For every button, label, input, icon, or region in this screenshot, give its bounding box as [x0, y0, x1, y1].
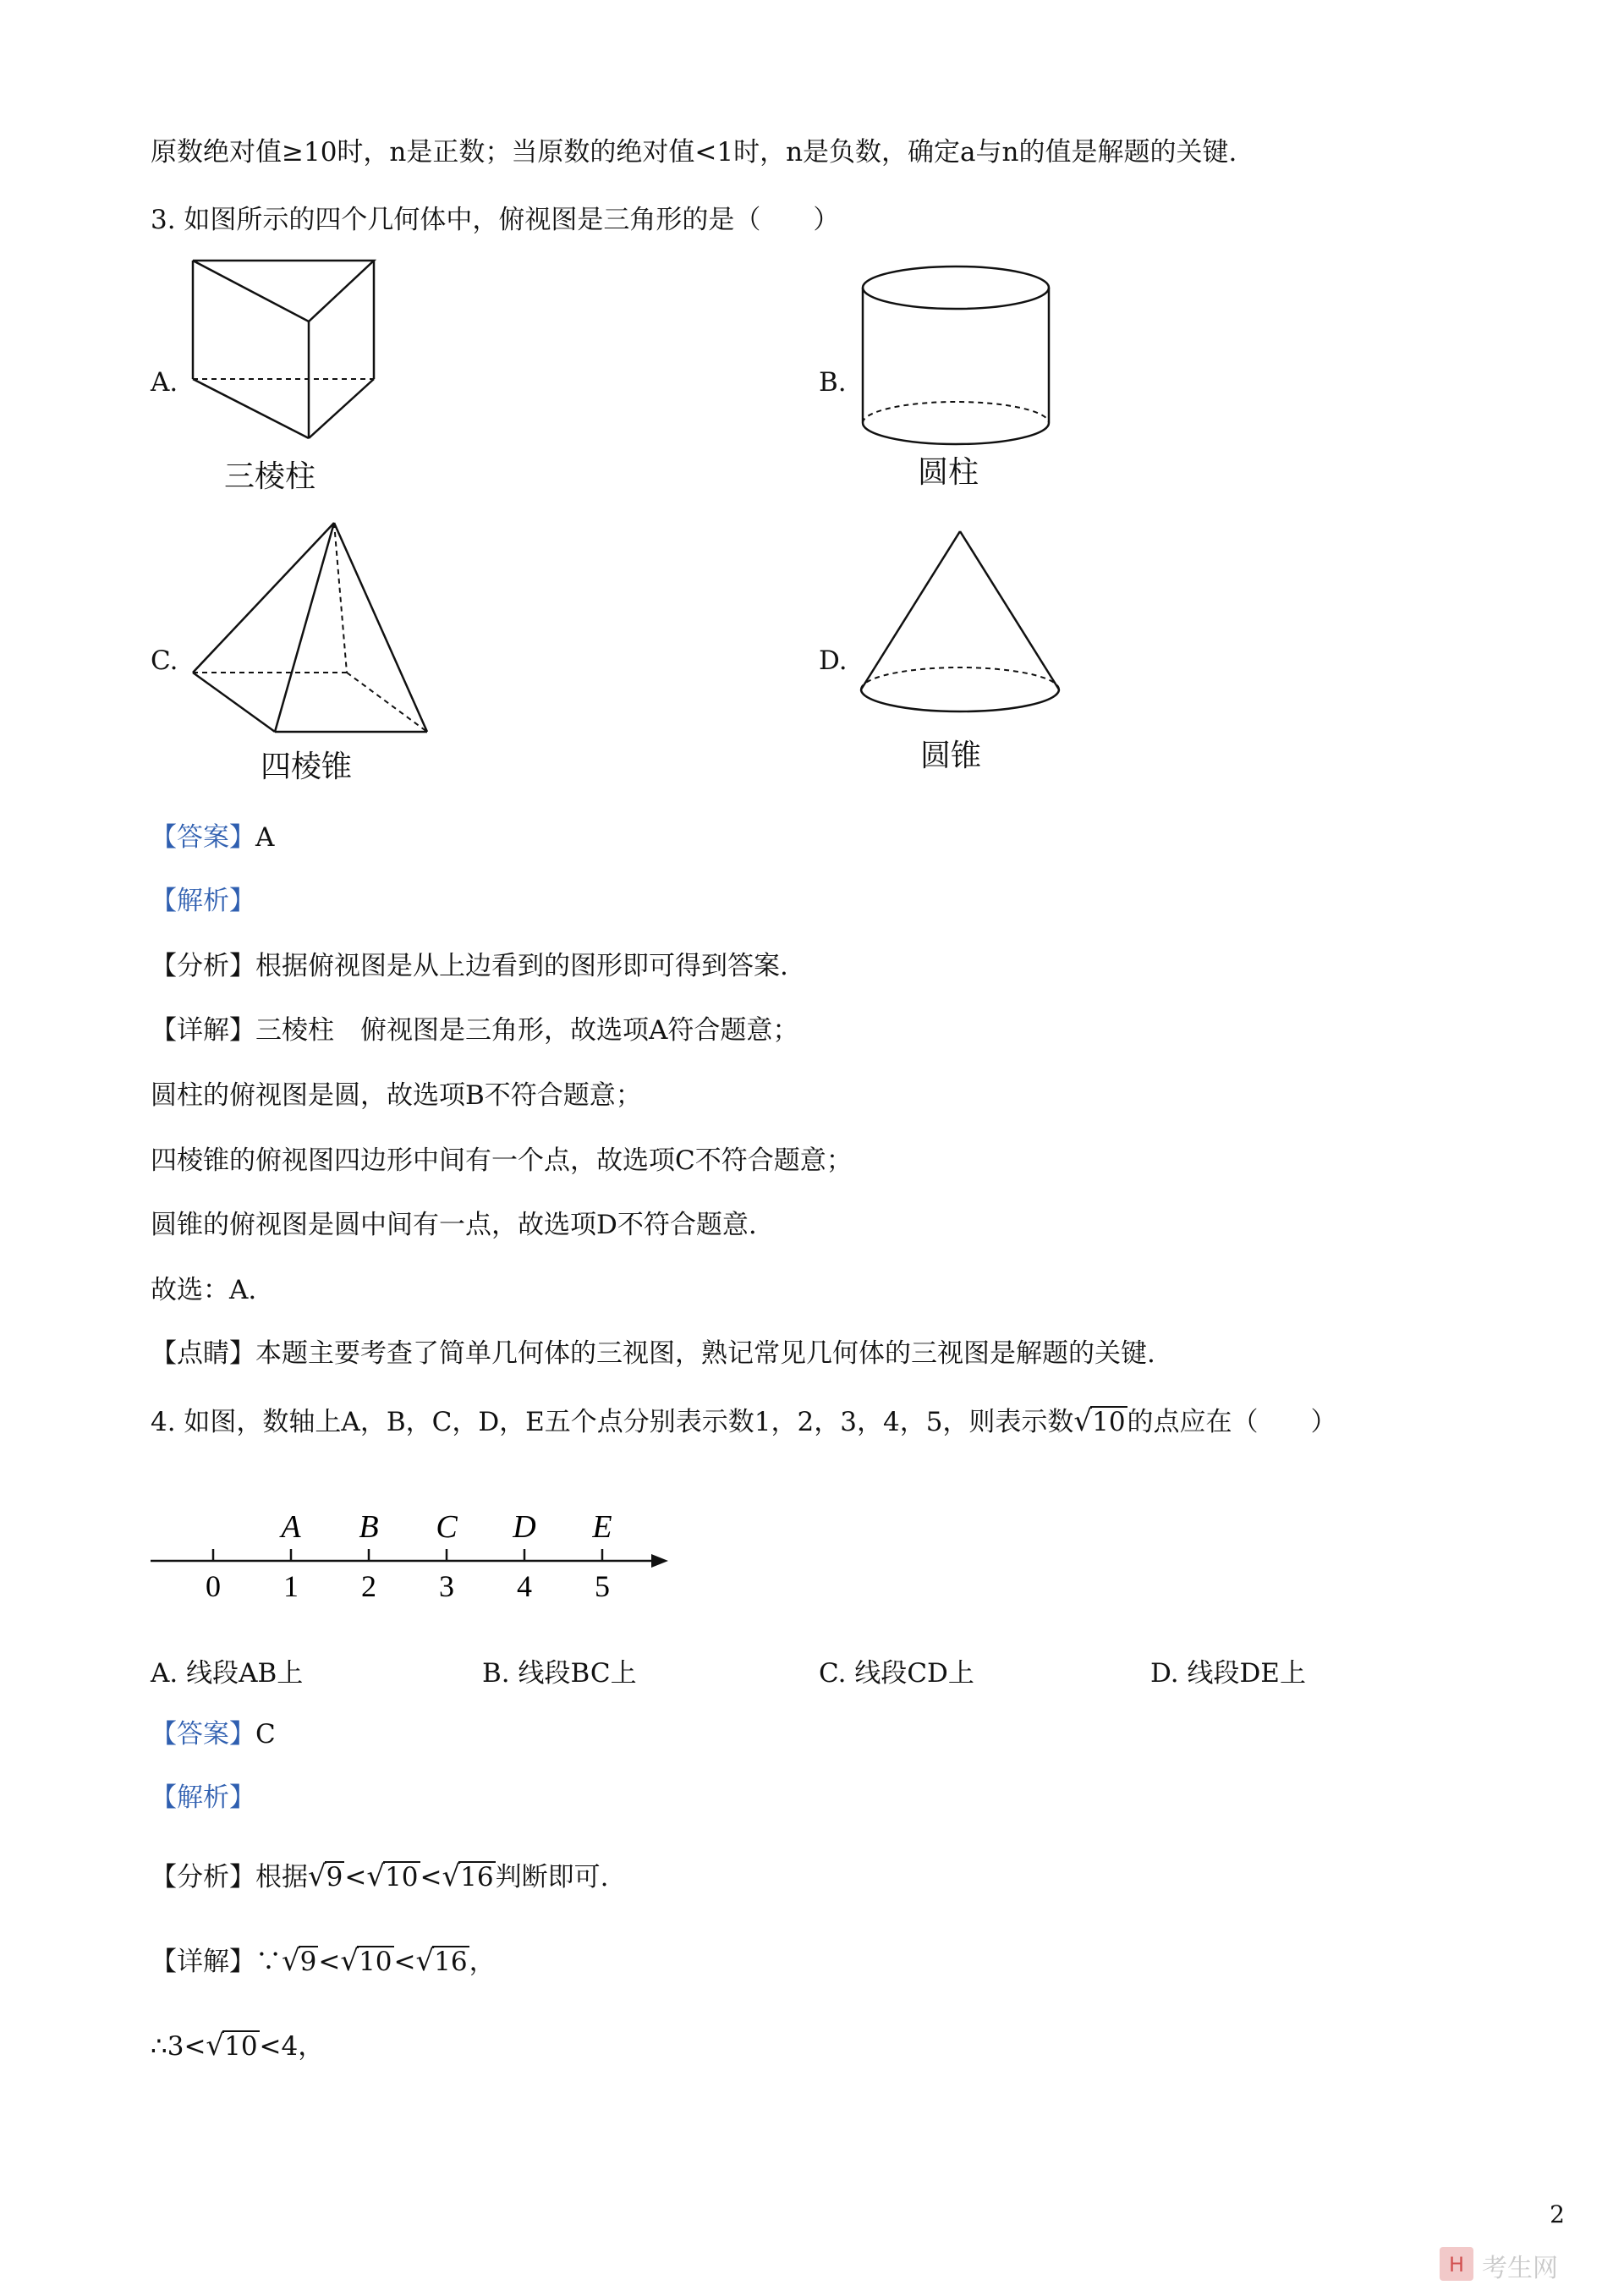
- q4-stem-radicand: 10: [1092, 1407, 1126, 1437]
- comma: ，: [469, 1947, 496, 1977]
- square-pyramid-figure: [186, 516, 440, 736]
- cylinder-figure: [854, 262, 1057, 448]
- q3-analysis-tag: 【解析】: [151, 886, 255, 916]
- answer-value: A: [255, 822, 275, 853]
- option-d-letter: D.: [819, 645, 848, 676]
- less-than: <: [393, 1947, 416, 1977]
- axis-label: 4: [517, 1569, 532, 1603]
- less-than: <: [318, 1947, 341, 1977]
- q3-detail-4: 圆锥的俯视图是圆中间有一点，故选项D不符合题意.: [151, 1210, 757, 1240]
- option-b-caption: 圆柱: [918, 455, 979, 490]
- q3-fenxi: 【分析】根据俯视图是从上边看到的图形即可得到答案.: [151, 951, 788, 981]
- q3-answer: [151, 821, 274, 854]
- q3-detail-2: 圆柱的俯视图是圆，故选项B不符合题意；: [151, 1080, 642, 1111]
- q3-comment: 【点睛】本题主要考查了简单几何体的三视图，熟记常见几何体的三视图是解题的关键.: [151, 1338, 1155, 1369]
- option-c-letter: C.: [151, 645, 178, 676]
- q4-stem-after: 的点应在（ ）: [1127, 1407, 1337, 1437]
- cone-figure: [854, 525, 1066, 728]
- option-a-caption: 三棱柱: [224, 459, 316, 494]
- number-line: [144, 1480, 677, 1616]
- answer-tag: 【答案】: [151, 1719, 255, 1749]
- q4-answer: [151, 1717, 276, 1751]
- svg-text:H: H: [1448, 2253, 1465, 2277]
- point-label: C: [436, 1509, 458, 1545]
- radicand-10: 10: [385, 1862, 419, 1892]
- answer-value: C: [255, 1719, 276, 1749]
- axis-label: 0: [206, 1569, 221, 1603]
- axis-label: 3: [439, 1569, 454, 1603]
- q4-detail: 【详解】∵√9<√10<√16，: [151, 1944, 496, 1978]
- axis-label: 2: [361, 1569, 376, 1603]
- q4-analysis-tag: 【解析】: [151, 1782, 255, 1813]
- radicand-10: 10: [224, 2031, 258, 2062]
- therefore-suffix: <4，: [259, 2031, 325, 2062]
- q3-detail-3: 四棱锥的俯视图四边形中间有一个点，故选项C不符合题意；: [151, 1145, 853, 1176]
- option-c-caption: 四棱锥: [261, 750, 353, 784]
- watermark-icon: [1438, 2245, 1475, 2282]
- question-3-stem: 3. 如图所示的四个几何体中，俯视图是三角形的是（ ）: [151, 205, 840, 235]
- point-label: E: [592, 1509, 612, 1545]
- less-than: <: [344, 1862, 367, 1892]
- q4-choice-c: C. 线段CD上: [819, 1658, 974, 1689]
- q3-detail-1: 【详解】三棱柱 俯视图是三角形，故选项A符合题意；: [151, 1015, 799, 1046]
- therefore-prefix: ∴3<: [151, 2031, 206, 2062]
- radicand-9: 9: [326, 1862, 343, 1892]
- detail-prefix: 【详解】∵: [151, 1947, 282, 1977]
- answer-tag: 【答案】: [151, 822, 255, 853]
- axis-label: 1: [283, 1569, 299, 1603]
- fenxi-prefix: 【分析】根据: [151, 1862, 308, 1892]
- point-label: B: [359, 1509, 379, 1545]
- q4-choice-b: B. 线段BC上: [482, 1658, 637, 1689]
- triangular-prism-figure: [186, 254, 389, 448]
- q4-therefore: ∴3<√10<4，: [151, 2029, 325, 2063]
- radicand-16: 16: [434, 1947, 468, 1977]
- text-line: 原数绝对值≥10时，n是正数；当原数的绝对值<1时，n是负数，确定a与n的值是解题的关键.: [151, 137, 1237, 168]
- page-number: 2: [1550, 2200, 1565, 2228]
- q4-choice-d: D. 线段DE上: [1150, 1658, 1306, 1689]
- radicand-10: 10: [359, 1947, 392, 1977]
- less-than: <: [420, 1862, 442, 1892]
- option-d-caption: 圆锥: [920, 739, 982, 773]
- fenxi-suffix: 判断即可.: [495, 1862, 609, 1892]
- axis-label: 5: [595, 1569, 610, 1603]
- radicand-9: 9: [299, 1947, 317, 1977]
- q4-choice-a: A. 线段AB上: [151, 1658, 304, 1689]
- point-label: D: [513, 1509, 536, 1545]
- q4-stem-before: 4. 如图，数轴上A，B，C，D，E五个点分别表示数1，2，3，4，5，则表示数: [151, 1407, 1074, 1437]
- q3-choose: 故选：A.: [151, 1275, 257, 1305]
- watermark-text: 考生网: [1482, 2254, 1558, 2283]
- option-a-letter: A.: [151, 367, 178, 398]
- point-label: A: [281, 1509, 301, 1545]
- q4-fenxi: 【分析】根据√9<√10<√16判断即可.: [151, 1859, 609, 1893]
- watermark-logo: [1438, 2238, 1607, 2289]
- option-b-letter: B.: [819, 367, 847, 398]
- question-4-stem: 4. 如图，数轴上A，B，C，D，E五个点分别表示数1，2，3，4，5，则表示数√10的点应在（ ）: [151, 1404, 1337, 1438]
- radicand-16: 16: [460, 1862, 494, 1892]
